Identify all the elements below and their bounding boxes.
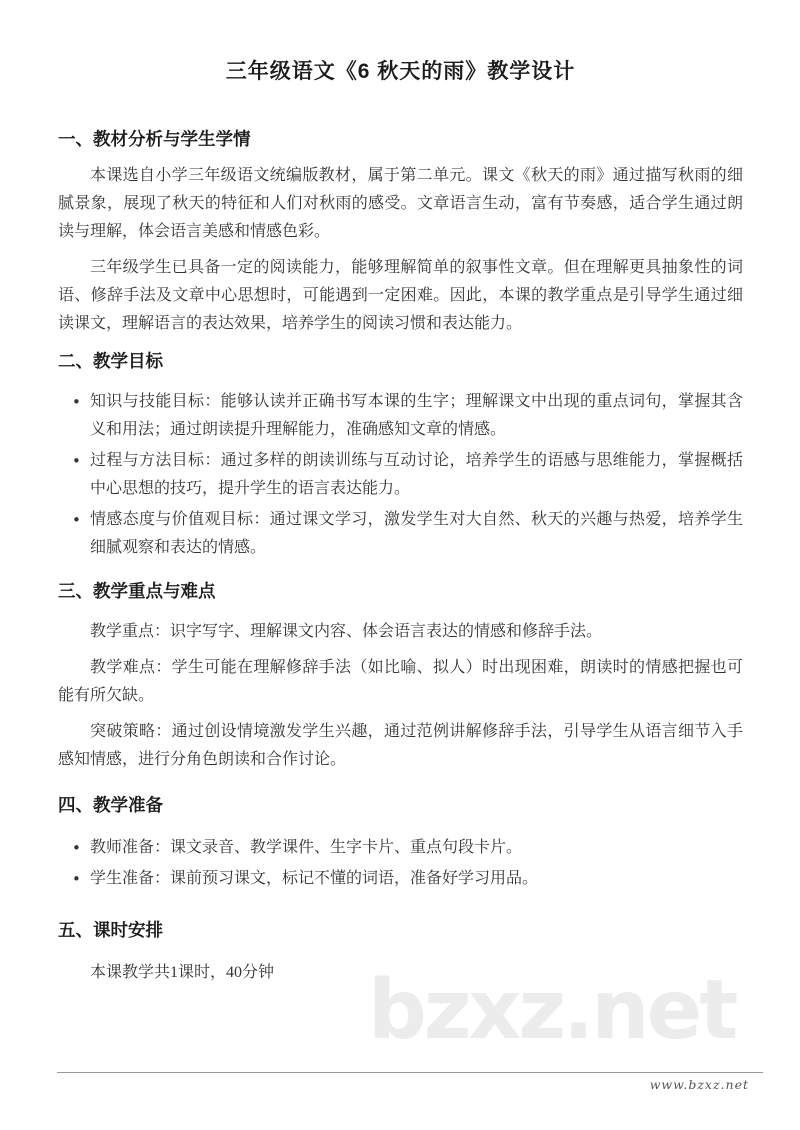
page-title: 三年级语文《6 秋天的雨》教学设计 — [225, 60, 576, 83]
bullet-icon: • — [72, 870, 81, 888]
paragraph: 三年级学生已具备一定的阅读能力，能够理解简单的叙事性文章。但在理解更具抽象性的词语、修辞手法及文章中心思想时，可能遇到一定困难。因此，本课的教学重点是引导学生通过细读课文，理解语言的表达效果，培养学生的阅读习惯和表达能力。 — [58, 259, 743, 332]
list-item — [72, 388, 743, 444]
list-item-text: 知识与技能目标：能够认读并正确书写本课的生字；理解课文中出现的重点词句，掌握其含义和用法；通过朗读提升理解能力，准确感知文章的情感。 — [90, 393, 743, 438]
paragraph: 本课教学共1课时，40分钟 — [90, 964, 275, 981]
watermark-text: bzxz.net — [368, 963, 736, 1058]
list-item-text: 情感态度与价值观目标：通过课文学习，激发学生对大自然、秋天的兴趣与热爱，培养学生细腻观察和表达的情感。 — [90, 511, 743, 556]
section-objectives — [58, 350, 743, 562]
list-item — [72, 865, 743, 893]
objectives-list — [58, 388, 743, 562]
paragraph: 教学重点：识字写字、理解课文内容、体会语言表达的情感和修辞手法。 — [90, 623, 603, 640]
list-item-text: 学生准备：课前预习课文，标记不懂的词语，准备好学习用品。 — [90, 870, 539, 887]
footer-url: www.bzxz.net — [649, 1077, 749, 1092]
list-item-text: 过程与方法目标：通过多样的朗读训练与互动讨论，培养学生的语感与思维能力，掌握概括中心思想的技巧，提升学生的语言表达能力。 — [90, 452, 743, 497]
section-key-points — [58, 580, 743, 774]
page-footer — [57, 1072, 763, 1094]
list-item — [72, 447, 743, 503]
bullet-icon: • — [72, 511, 81, 529]
section-heading: 二、教学目标 — [58, 351, 163, 371]
preparation-list — [58, 834, 743, 893]
list-item — [72, 834, 743, 862]
bullet-icon: • — [72, 839, 81, 857]
paragraph: 突破策略：通过创设情境激发学生兴趣，通过范例讲解修辞手法，引导学生从语言细节入手感知情感，进行分角色朗读和合作讨论。 — [58, 723, 743, 768]
paragraph: 教学难点：学生可能在理解修辞手法（如比喻、拟人）时出现困难，朗读时的情感把握也可能有所欠缺。 — [58, 659, 743, 704]
section-heading: 一、教材分析与学生学情 — [58, 129, 251, 149]
paragraph: 本课选自小学三年级语文统编版教材，属于第二单元。课文《秋天的雨》通过描写秋雨的细腻景象，展现了秋天的特征和人们对秋雨的感受。文章语言生动，富有节奏感，适合学生通过朗读与理解，体会语言美感和情感色彩。 — [58, 167, 743, 240]
section-heading: 五、课时安排 — [58, 920, 163, 940]
list-item — [72, 506, 743, 562]
bullet-icon: • — [72, 452, 81, 470]
section-analysis — [58, 128, 743, 338]
section-heading: 三、教学重点与难点 — [58, 581, 216, 601]
bullet-icon: • — [72, 393, 81, 411]
list-item-text: 教师准备：课文录音、教学课件、生字卡片、重点句段卡片。 — [90, 839, 523, 856]
section-heading: 四、教学准备 — [58, 795, 163, 815]
section-preparation — [58, 794, 743, 893]
